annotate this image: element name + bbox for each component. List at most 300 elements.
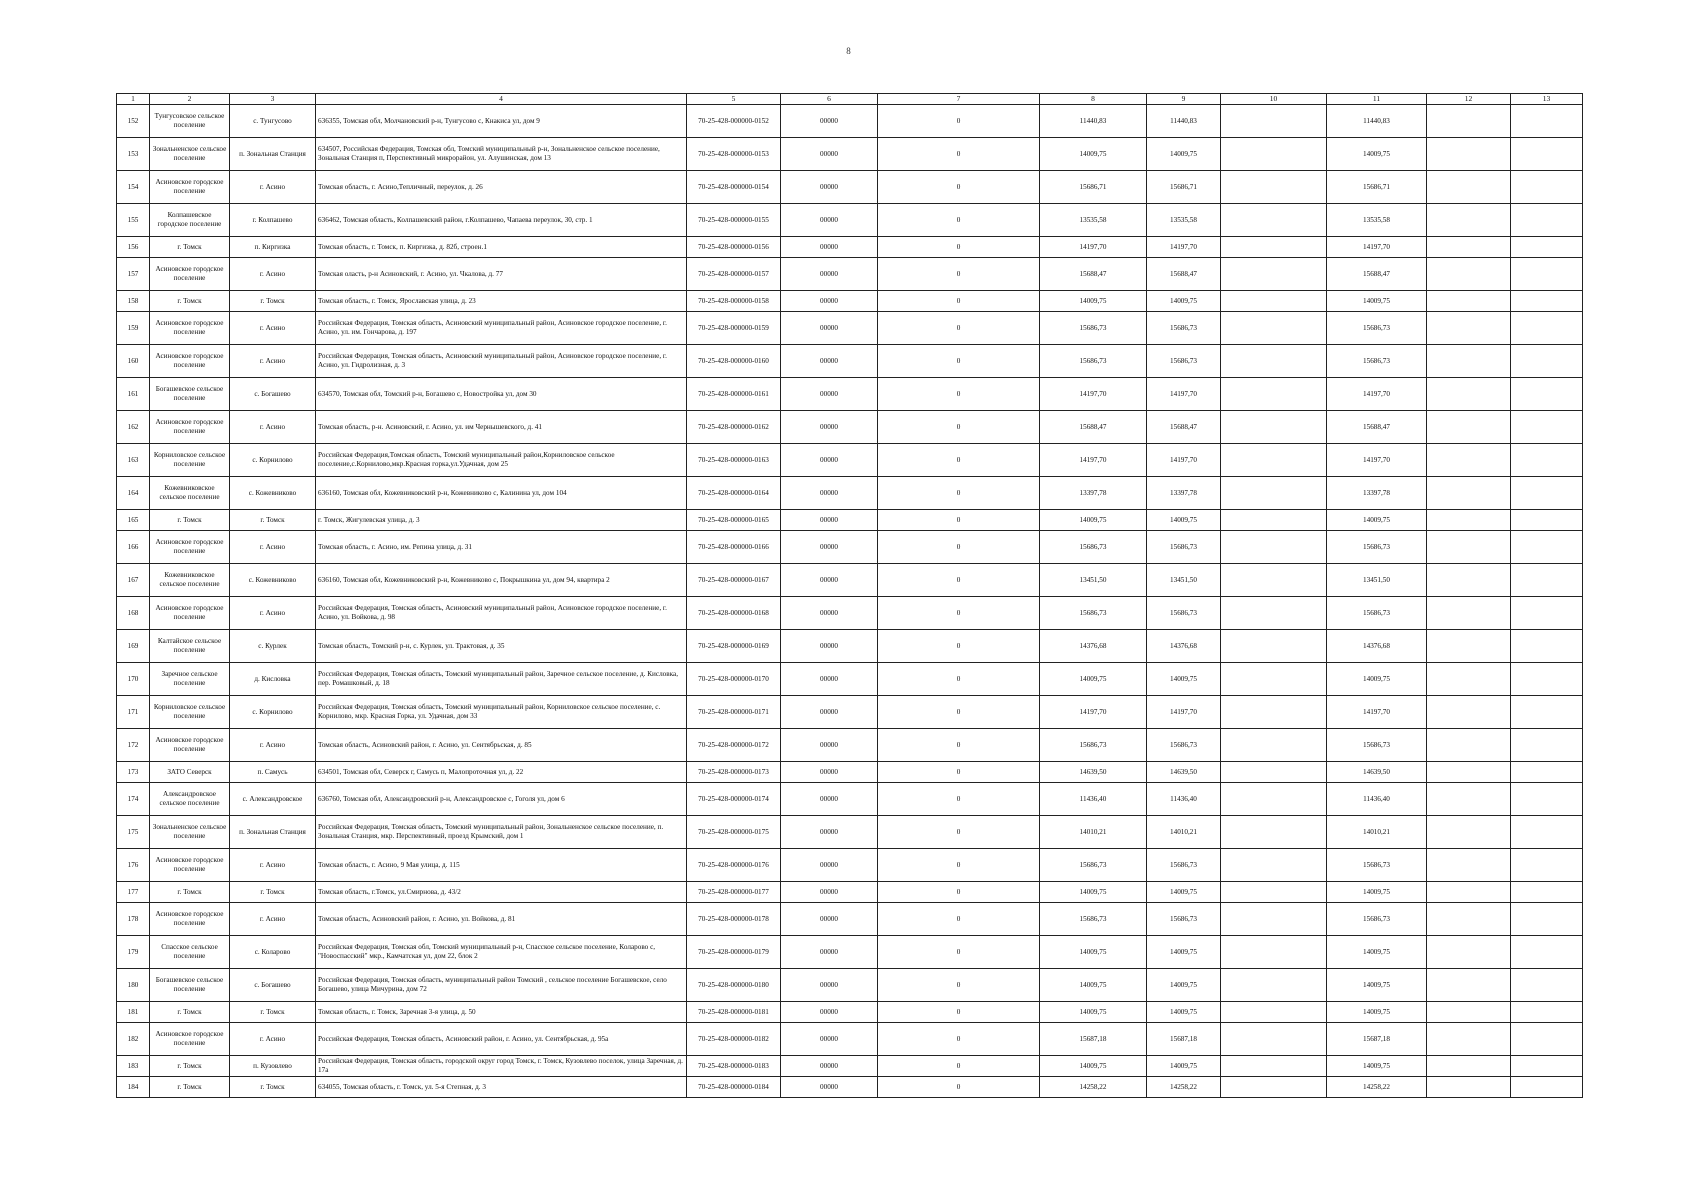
col11-value-cell: 14009,75	[1327, 1056, 1427, 1077]
col13-cell	[1511, 204, 1583, 237]
col11-value-cell: 14009,75	[1327, 663, 1427, 696]
row-number-cell: 182	[117, 1023, 150, 1056]
table-row	[117, 204, 1583, 237]
col12-cell	[1427, 258, 1511, 291]
municipality-cell: Тунгусовское сельское поселение	[150, 105, 230, 138]
col13-cell	[1511, 816, 1583, 849]
col7-cell: 0	[878, 378, 1040, 411]
registry-code-cell: 70-25-428-000000-0174	[687, 783, 781, 816]
col10-cell	[1221, 936, 1327, 969]
locality-cell: г. Колпашево	[230, 204, 316, 237]
address-cell: Томская область, г. Асино,Тепличный, переулок, д. 26	[316, 171, 687, 204]
col7-cell: 0	[878, 1077, 1040, 1098]
col9-value-cell: 14009,75	[1147, 138, 1221, 171]
col11-value-cell: 14376,68	[1327, 630, 1427, 663]
col11-value-cell: 15688,47	[1327, 258, 1427, 291]
locality-cell: д. Кисловка	[230, 663, 316, 696]
col6-cell: 00000	[781, 258, 878, 291]
table-row	[117, 258, 1583, 291]
municipality-cell: г. Томск	[150, 1002, 230, 1023]
registry-code-cell: 70-25-428-000000-0160	[687, 345, 781, 378]
col11-value-cell: 13535,58	[1327, 204, 1427, 237]
row-number-cell: 153	[117, 138, 150, 171]
municipality-cell: г. Томск	[150, 1077, 230, 1098]
col9-value-cell: 14009,75	[1147, 1002, 1221, 1023]
row-number-cell: 174	[117, 783, 150, 816]
col8-value-cell: 15686,73	[1040, 903, 1147, 936]
col12-cell	[1427, 969, 1511, 1002]
col8-value-cell: 14197,70	[1040, 696, 1147, 729]
table-row	[117, 1023, 1583, 1056]
registry-code-cell: 70-25-428-000000-0178	[687, 903, 781, 936]
municipality-cell: Асиновское городское поселение	[150, 258, 230, 291]
col11-value-cell: 15686,73	[1327, 849, 1427, 882]
table-row	[117, 564, 1583, 597]
registry-code-cell: 70-25-428-000000-0172	[687, 729, 781, 762]
row-number-cell: 171	[117, 696, 150, 729]
address-cell: Томская область, р-н. Асиновский, г. Асино, ул. им Чернышевского, д. 41	[316, 411, 687, 444]
col6-cell: 00000	[781, 630, 878, 663]
col8-value-cell: 11436,40	[1040, 783, 1147, 816]
col11-value-cell: 14258,22	[1327, 1077, 1427, 1098]
col6-cell: 00000	[781, 171, 878, 204]
col12-cell	[1427, 564, 1511, 597]
locality-cell: г. Томск	[230, 510, 316, 531]
col13-cell	[1511, 411, 1583, 444]
registry-code-cell: 70-25-428-000000-0169	[687, 630, 781, 663]
row-number-cell: 167	[117, 564, 150, 597]
col9-value-cell: 15686,73	[1147, 729, 1221, 762]
address-cell: 634501, Томская обл, Северск г, Самусь п, Малопроточная ул, д. 22	[316, 762, 687, 783]
row-number-cell: 176	[117, 849, 150, 882]
col9-value-cell: 15686,73	[1147, 903, 1221, 936]
address-cell: 636160, Томская обл, Кожевниковский р-н, Кожевниково с, Покрышкина ул, дом 94, квартира 2	[316, 564, 687, 597]
col12-cell	[1427, 663, 1511, 696]
column-header: 5	[687, 94, 781, 105]
locality-cell: п. Самусь	[230, 762, 316, 783]
row-number-cell: 160	[117, 345, 150, 378]
table-row	[117, 138, 1583, 171]
address-cell: Российская Федерация, Томская область, Асиновский муниципальный район, Асиновское городское поселение, г. Асино, ул. Войкова, д. 98	[316, 597, 687, 630]
page-number: 8	[846, 46, 851, 56]
col7-cell: 0	[878, 564, 1040, 597]
col11-value-cell: 11440,83	[1327, 105, 1427, 138]
locality-cell: г. Томск	[230, 1002, 316, 1023]
locality-cell: п. Зональная Станция	[230, 816, 316, 849]
col6-cell: 00000	[781, 882, 878, 903]
col10-cell	[1221, 1056, 1327, 1077]
registry-code-cell: 70-25-428-000000-0176	[687, 849, 781, 882]
registry-code-cell: 70-25-428-000000-0161	[687, 378, 781, 411]
col9-value-cell: 14009,75	[1147, 969, 1221, 1002]
col12-cell	[1427, 444, 1511, 477]
registry-code-cell: 70-25-428-000000-0158	[687, 291, 781, 312]
col7-cell: 0	[878, 663, 1040, 696]
municipality-cell: Асиновское городское поселение	[150, 597, 230, 630]
col10-cell	[1221, 411, 1327, 444]
address-cell: Томская область, г. Томск, п. Киргизка, д. 82б, строен.1	[316, 237, 687, 258]
col13-cell	[1511, 969, 1583, 1002]
column-header: 9	[1147, 94, 1221, 105]
col10-cell	[1221, 1002, 1327, 1023]
col10-cell	[1221, 171, 1327, 204]
col6-cell: 00000	[781, 969, 878, 1002]
col13-cell	[1511, 564, 1583, 597]
col9-value-cell: 15686,71	[1147, 171, 1221, 204]
address-cell: 634507, Российская Федерация, Томская обл, Томский муниципальный р-н, Зональненское сельское поселение, Зональная Станция п, Перспективный микрорайон, ул. Алушинская, дом 13	[316, 138, 687, 171]
col9-value-cell: 13535,58	[1147, 204, 1221, 237]
col13-cell	[1511, 630, 1583, 663]
col8-value-cell: 14258,22	[1040, 1077, 1147, 1098]
col13-cell	[1511, 105, 1583, 138]
col7-cell: 0	[878, 510, 1040, 531]
locality-cell: с. Кожевниково	[230, 564, 316, 597]
locality-cell: г. Асино	[230, 1023, 316, 1056]
address-cell: Томская область, Асиновский район, г. Асино, ул. Сентябрьская, д. 85	[316, 729, 687, 762]
address-cell: Томская область, г.Томск, ул.Смирнова, д. 43/2	[316, 882, 687, 903]
col12-cell	[1427, 597, 1511, 630]
col12-cell	[1427, 510, 1511, 531]
registry-code-cell: 70-25-428-000000-0181	[687, 1002, 781, 1023]
col6-cell: 00000	[781, 510, 878, 531]
table-row	[117, 849, 1583, 882]
col6-cell: 00000	[781, 564, 878, 597]
address-cell: Российская Федерация, Томская область, Асиновский муниципальный район, Асиновское городское поселение, г. Асино, ул. Гидролизная, д. 3	[316, 345, 687, 378]
municipality-cell: Кожевниковское сельское поселение	[150, 564, 230, 597]
col9-value-cell: 15687,18	[1147, 1023, 1221, 1056]
row-number-cell: 155	[117, 204, 150, 237]
col7-cell: 0	[878, 696, 1040, 729]
column-header: 8	[1040, 94, 1147, 105]
col8-value-cell: 14009,75	[1040, 1002, 1147, 1023]
table-row	[117, 903, 1583, 936]
municipality-cell: г. Томск	[150, 882, 230, 903]
col12-cell	[1427, 477, 1511, 510]
col7-cell: 0	[878, 171, 1040, 204]
registry-code-cell: 70-25-428-000000-0159	[687, 312, 781, 345]
col6-cell: 00000	[781, 762, 878, 783]
table-row	[117, 312, 1583, 345]
col7-cell: 0	[878, 597, 1040, 630]
col6-cell: 00000	[781, 1056, 878, 1077]
address-cell: Российская Федерация, Томская область, Томский муниципальный район, Заречное сельское поселение, д. Кисловка, пер. Ромашковый, д. 18	[316, 663, 687, 696]
col10-cell	[1221, 729, 1327, 762]
col7-cell: 0	[878, 477, 1040, 510]
table-row	[117, 531, 1583, 564]
col12-cell	[1427, 882, 1511, 903]
address-cell: 636760, Томская обл, Александровский р-н, Александровское с, Гоголя ул, дом 6	[316, 783, 687, 816]
col8-value-cell: 14009,75	[1040, 936, 1147, 969]
locality-cell: п. Кузовлево	[230, 1056, 316, 1077]
municipality-cell: Асиновское городское поселение	[150, 1023, 230, 1056]
registry-code-cell: 70-25-428-000000-0162	[687, 411, 781, 444]
col7-cell: 0	[878, 903, 1040, 936]
col7-cell: 0	[878, 783, 1040, 816]
col6-cell: 00000	[781, 936, 878, 969]
municipality-cell: г. Томск	[150, 291, 230, 312]
col12-cell	[1427, 312, 1511, 345]
col11-value-cell: 14009,75	[1327, 882, 1427, 903]
table-row	[117, 762, 1583, 783]
col6-cell: 00000	[781, 312, 878, 345]
registry-code-cell: 70-25-428-000000-0153	[687, 138, 781, 171]
col7-cell: 0	[878, 345, 1040, 378]
col9-value-cell: 14010,21	[1147, 816, 1221, 849]
col12-cell	[1427, 138, 1511, 171]
col9-value-cell: 14197,70	[1147, 444, 1221, 477]
col9-value-cell: 15686,73	[1147, 597, 1221, 630]
col13-cell	[1511, 783, 1583, 816]
column-header: 13	[1511, 94, 1583, 105]
table-header	[117, 94, 1583, 105]
col12-cell	[1427, 696, 1511, 729]
municipality-cell: Калтайское сельское поселение	[150, 630, 230, 663]
row-number-cell: 184	[117, 1077, 150, 1098]
row-number-cell: 168	[117, 597, 150, 630]
col8-value-cell: 14197,70	[1040, 237, 1147, 258]
col6-cell: 00000	[781, 903, 878, 936]
municipality-cell: г. Томск	[150, 237, 230, 258]
col12-cell	[1427, 936, 1511, 969]
col6-cell: 00000	[781, 477, 878, 510]
col6-cell: 00000	[781, 237, 878, 258]
col10-cell	[1221, 663, 1327, 696]
col9-value-cell: 11436,40	[1147, 783, 1221, 816]
col10-cell	[1221, 882, 1327, 903]
row-number-cell: 154	[117, 171, 150, 204]
locality-cell: г. Томск	[230, 1077, 316, 1098]
locality-cell: г. Асино	[230, 531, 316, 564]
col10-cell	[1221, 138, 1327, 171]
address-cell: Томская область, Томский р-н, с. Курлек, ул. Трактовая, д. 35	[316, 630, 687, 663]
col6-cell: 00000	[781, 849, 878, 882]
col13-cell	[1511, 882, 1583, 903]
municipality-cell: г. Томск	[150, 1056, 230, 1077]
col6-cell: 00000	[781, 138, 878, 171]
col13-cell	[1511, 1023, 1583, 1056]
col6-cell: 00000	[781, 291, 878, 312]
address-cell: 634570, Томская обл, Томский р-н, Богашево с, Новостройка ул, дом 30	[316, 378, 687, 411]
col12-cell	[1427, 1056, 1511, 1077]
row-number-cell: 159	[117, 312, 150, 345]
col13-cell	[1511, 696, 1583, 729]
col10-cell	[1221, 510, 1327, 531]
column-header: 3	[230, 94, 316, 105]
locality-cell: г. Асино	[230, 258, 316, 291]
col8-value-cell: 14009,75	[1040, 510, 1147, 531]
table-row	[117, 291, 1583, 312]
address-cell: 636462, Томская область, Колпашевский район, г.Колпашево, Чапаева переулок, 30, стр. 1	[316, 204, 687, 237]
table-row	[117, 936, 1583, 969]
table-row	[117, 411, 1583, 444]
col10-cell	[1221, 564, 1327, 597]
table-row	[117, 444, 1583, 477]
municipality-cell: Колпашевское городское поселение	[150, 204, 230, 237]
table-row	[117, 1056, 1583, 1077]
municipality-cell: Зональненское сельское поселение	[150, 138, 230, 171]
col13-cell	[1511, 291, 1583, 312]
col13-cell	[1511, 510, 1583, 531]
table-row	[117, 882, 1583, 903]
col6-cell: 00000	[781, 411, 878, 444]
col8-value-cell: 14009,75	[1040, 291, 1147, 312]
column-header: 4	[316, 94, 687, 105]
col13-cell	[1511, 138, 1583, 171]
col11-value-cell: 15687,18	[1327, 1023, 1427, 1056]
col12-cell	[1427, 816, 1511, 849]
col7-cell: 0	[878, 729, 1040, 762]
col11-value-cell: 14197,70	[1327, 378, 1427, 411]
col6-cell: 00000	[781, 105, 878, 138]
col10-cell	[1221, 531, 1327, 564]
registry-table	[116, 93, 1583, 1098]
col13-cell	[1511, 663, 1583, 696]
table-body	[117, 105, 1583, 1098]
column-header: 6	[781, 94, 878, 105]
registry-code-cell: 70-25-428-000000-0171	[687, 696, 781, 729]
table-row	[117, 105, 1583, 138]
col9-value-cell: 13451,50	[1147, 564, 1221, 597]
col7-cell: 0	[878, 531, 1040, 564]
col10-cell	[1221, 903, 1327, 936]
registry-code-cell: 70-25-428-000000-0155	[687, 204, 781, 237]
locality-cell: г. Асино	[230, 345, 316, 378]
col10-cell	[1221, 816, 1327, 849]
address-cell: Российская Федерация, Томская область, Асиновский муниципальный район, Асиновское городское поселение, г. Асино, ул. им. Гончарова, д. 197	[316, 312, 687, 345]
address-cell: Российская Федерация, Томская область, Томский муниципальный район, Корниловское сельское поселение, с. Корнилово, мкр. Красная Горка, ул. Удачная, дом 33	[316, 696, 687, 729]
col13-cell	[1511, 1077, 1583, 1098]
col11-value-cell: 15688,47	[1327, 411, 1427, 444]
registry-code-cell: 70-25-428-000000-0173	[687, 762, 781, 783]
col13-cell	[1511, 849, 1583, 882]
col9-value-cell: 14009,75	[1147, 1056, 1221, 1077]
column-header: 10	[1221, 94, 1327, 105]
col6-cell: 00000	[781, 345, 878, 378]
col10-cell	[1221, 762, 1327, 783]
col9-value-cell: 15688,47	[1147, 411, 1221, 444]
col11-value-cell: 15686,73	[1327, 729, 1427, 762]
col6-cell: 00000	[781, 783, 878, 816]
col8-value-cell: 15686,73	[1040, 312, 1147, 345]
table-row	[117, 783, 1583, 816]
col9-value-cell: 14197,70	[1147, 378, 1221, 411]
municipality-cell: Асиновское городское поселение	[150, 531, 230, 564]
col13-cell	[1511, 237, 1583, 258]
municipality-cell: Богашевское сельское поселение	[150, 969, 230, 1002]
row-number-cell: 169	[117, 630, 150, 663]
col7-cell: 0	[878, 1023, 1040, 1056]
address-cell: 636160, Томская обл, Кожевниковский р-н, Кожевниково с, Калинина ул, дом 104	[316, 477, 687, 510]
municipality-cell: Асиновское городское поселение	[150, 171, 230, 204]
address-cell: Российская Федерация, Томская обл, Томский муниципальный р-н, Спасское сельское поселение, Коларово с, "Новоспасский" мкр., Камчатская ул, дом 22, блок 2	[316, 936, 687, 969]
row-number-cell: 181	[117, 1002, 150, 1023]
locality-cell: г. Томск	[230, 882, 316, 903]
col11-value-cell: 15686,73	[1327, 312, 1427, 345]
locality-cell: п. Киргизка	[230, 237, 316, 258]
column-header: 12	[1427, 94, 1511, 105]
col12-cell	[1427, 345, 1511, 378]
col12-cell	[1427, 903, 1511, 936]
table-row	[117, 345, 1583, 378]
col6-cell: 00000	[781, 816, 878, 849]
row-number-cell: 157	[117, 258, 150, 291]
col12-cell	[1427, 783, 1511, 816]
table-row	[117, 969, 1583, 1002]
col6-cell: 00000	[781, 531, 878, 564]
col9-value-cell: 14009,75	[1147, 936, 1221, 969]
table-row	[117, 663, 1583, 696]
col10-cell	[1221, 1023, 1327, 1056]
registry-code-cell: 70-25-428-000000-0180	[687, 969, 781, 1002]
table-row	[117, 816, 1583, 849]
col13-cell	[1511, 903, 1583, 936]
address-cell: Российская Федерация, Томская область, муниципальный район Томский , сельское поселение Богашевское, село Богашево, улица Мичурина, дом 72	[316, 969, 687, 1002]
col13-cell	[1511, 729, 1583, 762]
col11-value-cell: 14009,75	[1327, 291, 1427, 312]
col11-value-cell: 15686,73	[1327, 903, 1427, 936]
col13-cell	[1511, 312, 1583, 345]
row-number-cell: 165	[117, 510, 150, 531]
col8-value-cell: 14376,68	[1040, 630, 1147, 663]
col9-value-cell: 14009,75	[1147, 291, 1221, 312]
table-row	[117, 510, 1583, 531]
col11-value-cell: 14009,75	[1327, 510, 1427, 531]
col8-value-cell: 14009,75	[1040, 663, 1147, 696]
col6-cell: 00000	[781, 378, 878, 411]
col10-cell	[1221, 378, 1327, 411]
col10-cell	[1221, 783, 1327, 816]
col11-value-cell: 13397,78	[1327, 477, 1427, 510]
col7-cell: 0	[878, 630, 1040, 663]
row-number-cell: 162	[117, 411, 150, 444]
col13-cell	[1511, 444, 1583, 477]
locality-cell: с. Тунгусово	[230, 105, 316, 138]
col11-value-cell: 14197,70	[1327, 237, 1427, 258]
address-cell: Российская Федерация,Томская область, Томский муниципальный район,Корниловское сельское поселение,с.Корнилово,мкр.Красная горка,ул.Удачная, дом 25	[316, 444, 687, 477]
col13-cell	[1511, 936, 1583, 969]
municipality-cell: Асиновское городское поселение	[150, 729, 230, 762]
col8-value-cell: 14197,70	[1040, 444, 1147, 477]
col8-value-cell: 15688,47	[1040, 411, 1147, 444]
locality-cell: г. Асино	[230, 903, 316, 936]
col9-value-cell: 11440,83	[1147, 105, 1221, 138]
row-number-cell: 166	[117, 531, 150, 564]
col8-value-cell: 15686,73	[1040, 531, 1147, 564]
col7-cell: 0	[878, 816, 1040, 849]
locality-cell: г. Асино	[230, 312, 316, 345]
locality-cell: г. Асино	[230, 597, 316, 630]
registry-code-cell: 70-25-428-000000-0170	[687, 663, 781, 696]
address-cell: Томская оласть, р-н Асиновский, г. Асино, ул. Чкалова, д. 77	[316, 258, 687, 291]
registry-code-cell: 70-25-428-000000-0184	[687, 1077, 781, 1098]
col8-value-cell: 14010,21	[1040, 816, 1147, 849]
col7-cell: 0	[878, 849, 1040, 882]
municipality-cell: Корниловское сельское поселение	[150, 696, 230, 729]
locality-cell: с. Корнилово	[230, 696, 316, 729]
table-row	[117, 630, 1583, 663]
registry-code-cell: 70-25-428-000000-0177	[687, 882, 781, 903]
col10-cell	[1221, 291, 1327, 312]
col13-cell	[1511, 1056, 1583, 1077]
municipality-cell: Асиновское городское поселение	[150, 903, 230, 936]
col7-cell: 0	[878, 411, 1040, 444]
locality-cell: с. Богашево	[230, 378, 316, 411]
header-row	[117, 94, 1583, 105]
locality-cell: с. Корнилово	[230, 444, 316, 477]
col12-cell	[1427, 729, 1511, 762]
col7-cell: 0	[878, 762, 1040, 783]
registry-code-cell: 70-25-428-000000-0168	[687, 597, 781, 630]
